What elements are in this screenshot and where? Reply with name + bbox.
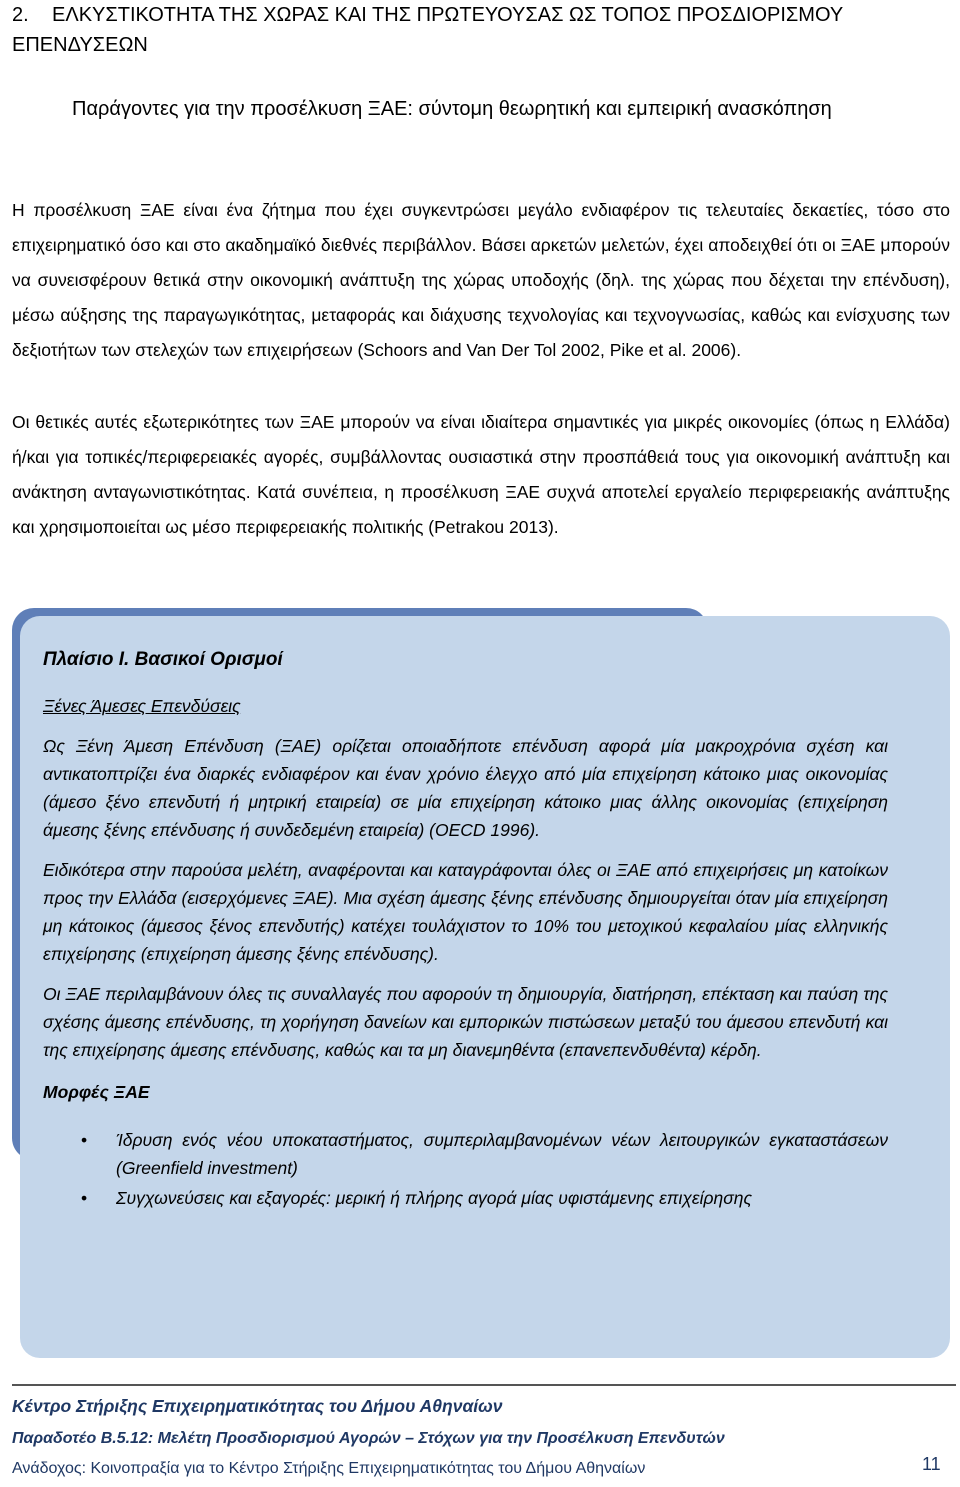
box-paragraph: Οι ΞΑΕ περιλαμβάνουν όλες τις συναλλαγές που αφορούν τη δημιουργία, διατήρηση, επέκταση και παύση της σχέσης άμεσης επένδυσης, τη χορήγηση δανείων και εμπορικών πιστώσεων μεταξύ του άμεσου επενδυτή και της επιχείρησης άμεσης επένδυσης, καθώς και τα μη διανεμηθέντα (επανεπενδυθέντα) κέρδη. — [43, 984, 888, 1060]
footer-organization: Κέντρο Στήριξης Επιχειρηματικότητας του Δήμου Αθηναίων — [12, 1396, 503, 1416]
footer-contractor: Ανάδοχος: Κοινοπραξία για το Κέντρο Στήριξης Επιχειρηματικότητας του Δήμου Αθηναίων — [12, 1460, 646, 1477]
list-item: • Συγχωνεύσεις και εξαγορές: μερική ή πλήρης αγορά μίας υφιστάμενης επιχείρησης — [43, 1184, 888, 1212]
box-subtitle-forms: Μορφές ΞΑΕ — [43, 1082, 150, 1102]
footer-deliverable: Παραδοτέο Β.5.12: Μελέτη Προσδιορισμού Αγορών – Στόχων για την Προσέλκυση Επενδυτών — [12, 1430, 725, 1447]
page-number: 11 — [922, 1454, 941, 1474]
section-title: ΕΛΚΥΣΤΙΚΟΤΗΤΑ ΤΗΣ ΧΩΡΑΣ ΚΑΙ ΤΗΣ ΠΡΩΤΕΥΟΥΣΑΣ ΩΣ ΤΟΠΟΣ ΠΡΟΣΔΙΟΡΙΣΜΟΥ ΕΠΕΝΔΥΣΕΩΝ — [12, 4, 843, 56]
body-paragraph-2: Οι θετικές αυτές εξωτερικότητες των ΞΑΕ μπορούν να είναι ιδιαίτερα σημαντικές για μικρές οικονομίες (όπως η Ελλάδα) ή/και για τοπικές/περιφερειακές αγορές, συμβάλλοντας ουσιαστικά στην προσπάθειά τους για οικονομική ανάπτυξη και ανάκτηση ανταγωνιστικότητας. Κατά συνέπεια, η προσέλκυση ΞΑΕ συχνά αποτελεί εργαλείο περιφερειακής ανάπτυξης και χρησιμοποιείται ως μέσο περιφερειακής πολιτικής (Petrakou 2013). — [12, 412, 950, 537]
footer-divider — [12, 1384, 956, 1386]
box-paragraph: Ειδικότερα στην παρούσα μελέτη, αναφέρονται και καταγράφονται όλες οι ΞΑΕ από επιχειρήσεις μη κατοίκων προς την Ελλάδα (εισερχόμενες ΞΑΕ). Μια σχέση άμεσης ξένης επένδυσης δημιουργείται όταν μία επιχείρηση μη κάτοικος (άμεσος ξένος επενδυτής) κατέχει τουλάχιστον το 10% του μετοχικού κεφαλαίου μίας ελληνικής επιχείρησης (επιχείρηση άμεσης ξένης επένδυσης). — [43, 860, 888, 964]
box-title: Πλαίσιο Ι. Βασικοί Ορισμοί — [43, 649, 283, 670]
list-item: • Ίδρυση ενός νέου υποκαταστήματος, συμπεριλαμβανομένων νέων λειτουργικών εγκαταστάσεων (Greenfield investment) — [43, 1126, 888, 1182]
box-subtitle-fdi: Ξένες Άμεσες Επενδύσεις — [43, 696, 241, 716]
box-paragraph: Ως Ξένη Άμεση Επένδυση (ΞΑΕ) ορίζεται οποιαδήποτε επένδυση αφορά μία μακροχρόνια σχέση και αντικατοπτρίζει ένα διαρκές ενδιαφέρον και έναν χρόνιο έλεγχο από μία επιχείρηση κάτοικο μιας οικονομίας (άμεσο ξένο επενδυτή ή μητρική εταιρεία) σε μία επιχείρηση κάτοικο μιας άλλης οικονομίας (επιχείρηση άμεσης ξένης επένδυσης ή συνδεδεμένη εταιρεία) (OECD 1996). — [43, 736, 888, 840]
forms-list — [43, 1126, 888, 1212]
section-number: 2. — [12, 4, 29, 26]
subsection-number — [12, 94, 72, 125]
subsection-heading — [12, 94, 950, 125]
subsection-title: Παράγοντες για την προσέλκυση ΞΑΕ: σύντομη θεωρητική και εμπειρική ανασκόπηση — [72, 98, 832, 120]
definition-box — [20, 616, 950, 1358]
body-paragraph-1: Η προσέλκυση ΞΑΕ είναι ένα ζήτημα που έχει συγκεντρώσει μεγάλο ενδιαφέρον τις τελευταίες δεκαετίες, τόσο στο επιχειρηματικό όσο και στο ακαδημαϊκό διεθνές περιβάλλον. Βάσει αρκετών μελετών, έχει αποδειχθεί ότι οι ΞΑΕ μπορούν να συνεισφέρουν θετικά στην οικονομική ανάπτυξη της χώρας υποδοχής (δηλ. της χώρας που δέχεται την επένδυση), μέσω αύξησης της παραγωγικότητας, μεταφοράς και διάχυσης τεχνολογίας και τεχνογνωσίας, καθώς και ενίσχυσης των δεξιοτήτων των στελεχών των επιχειρήσεων (Schoors and Van Der Tol 2002, Pike et al. 2006). — [12, 200, 950, 360]
section-heading — [12, 0, 950, 60]
